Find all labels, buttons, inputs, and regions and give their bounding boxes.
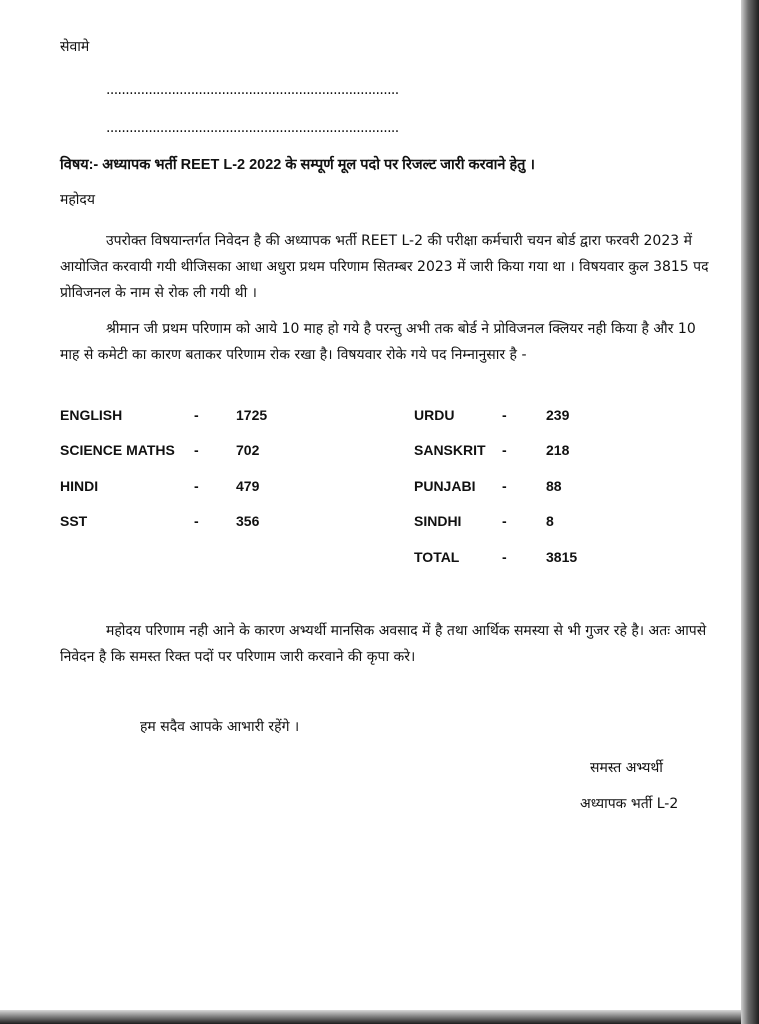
table-subject: URDU [414,407,455,423]
table-count: 356 [236,513,260,529]
table-count: 8 [546,513,554,529]
table-count: 479 [236,478,260,494]
table-subject: SST [60,513,88,529]
table-count: 218 [546,442,570,458]
table-dash: - [502,513,507,529]
salutation-to: सेवामे [60,39,90,55]
thanks-line: हम सदैव आपके आभारी रहेंगे । [140,719,300,735]
subject-line: विषय:- अध्यापक भर्ती REET L-2 2022 के सम्पूर्ण मूल पदो पर रिजल्ट जारी करवाने हेतु । [60,157,535,173]
table-total-count: 3815 [546,549,578,565]
table-dash: - [502,442,507,458]
address-line-2: ............................................................................ [106,120,399,136]
table-count: 88 [546,478,562,494]
greeting: महोदय [60,192,95,208]
page-edge-shadow-bottom [0,1010,741,1024]
table-subject: HINDI [60,478,99,494]
table-dash: - [194,478,199,494]
table-total-label: TOTAL [414,549,460,565]
signature-line-2: अध्यापक भर्ती L-2 [580,796,679,812]
table-count: 1725 [236,407,268,423]
paragraph-2: श्रीमान जी प्रथम परिणाम को आये 10 माह हो गये है परन्तु अभी तक बोर्ड ने प्रोविजनल क्लियर नही किया है और 10 माह से कमेटी का कारण बताकर परिणाम रोक रखा है। विषयवार रोके गये पद निम्नानुसार है - [60,321,696,363]
table-dash: - [194,513,199,529]
table-subject: SCIENCE MATHS [60,442,175,458]
paragraph-1: उपरोक्त विषयान्तर्गत निवेदन है की अध्यापक भर्ती REET L-2 की परीक्षा कर्मचारी चयन बोर्ड द्वारा फरवरी 2023 में आयोजित करवायी गयी थीजिसका आधा अधुरा प्रथम परिणाम सितम्बर 2023 में जारी किया गया था । विषयवार कुल 3815 पद प्रोविजनल के नाम से रोक ली गयी थी । [60,233,709,301]
table-count: 239 [546,407,570,423]
page-edge-shadow-right [741,0,759,1024]
table-subject: ENGLISH [60,407,123,423]
table-subject: SANSKRIT [414,442,486,458]
table-dash: - [502,407,507,423]
table-subject: PUNJABI [414,478,476,494]
paragraph-3: महोदय परिणाम नही आने के कारण अभ्यर्थी मानसिक अवसाद में है तथा आर्थिक समस्या से भी गुजर रहे है। अतः आपसे निवेदन है कि समस्त रिक्त पदों पर परिणाम जारी करवाने की कृपा करे। [60,623,707,665]
table-dash: - [194,407,199,423]
table-dash: - [194,442,199,458]
table-dash: - [502,478,507,494]
address-line-1: ............................................................................ [106,82,399,98]
signature-line-1: समस्त अभ्यर्थी [590,760,663,776]
table-count: 702 [236,442,260,458]
table-dash: - [502,549,507,565]
table-subject: SINDHI [414,513,462,529]
